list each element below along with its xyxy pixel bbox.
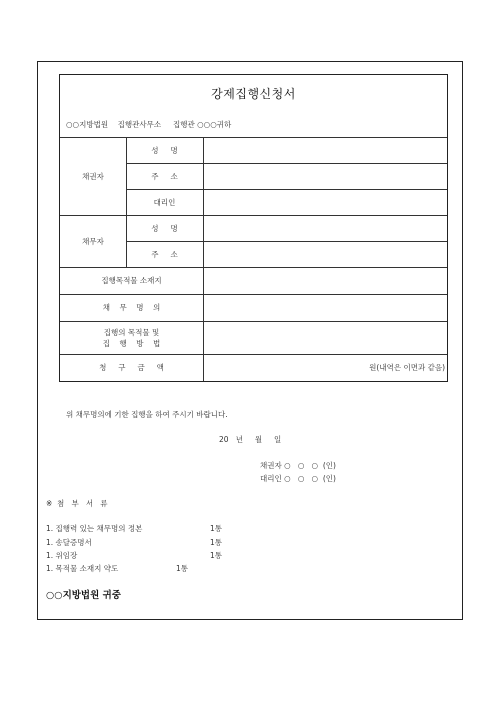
object-method-label: 집행의 목적물 및 집 행 방 법 bbox=[102, 327, 161, 348]
creditor-agent-label: 대리인 bbox=[153, 197, 176, 207]
addressee-line: ○○지방법원 집행관사무소 집행관 ○○○귀하 bbox=[66, 120, 232, 129]
attachment-item: 1. 송달증명서 bbox=[46, 538, 92, 547]
creditor-name-label: 성 명 bbox=[151, 145, 178, 155]
date-line: 20 년 월 일 bbox=[219, 435, 282, 444]
debtor-address-label: 주 소 bbox=[151, 249, 178, 259]
debtor-name-label: 성 명 bbox=[151, 223, 178, 233]
attachment-count: 1통 bbox=[210, 524, 223, 533]
creditor-address-label: 주 소 bbox=[151, 171, 178, 181]
attachments-heading: ※ 첨 부 서 류 bbox=[46, 499, 108, 508]
attachment-item: 1. 집행력 있는 채무명의 정본 bbox=[46, 524, 143, 533]
agent-signature: 대리인 ○ ○ ○ (인) bbox=[260, 474, 336, 483]
title-of-obligation-label: 채 무 명 의 bbox=[102, 303, 161, 312]
attachment-item: 1. 목적물 소재지 약도 bbox=[46, 564, 119, 573]
attachment-count: 1통 bbox=[176, 564, 189, 573]
form-title: 강제집행신청서 bbox=[211, 87, 296, 101]
attachment-count: 1통 bbox=[210, 538, 223, 547]
attachment-count: 1통 bbox=[210, 551, 223, 560]
attachment-item: 1. 위임장 bbox=[46, 551, 78, 560]
claim-amount-value: 원(내역은 이면과 같음) bbox=[369, 363, 445, 372]
location-label: 집행목적물 소재지 bbox=[101, 276, 162, 285]
court-footer: ○○지방법원 귀중 bbox=[46, 590, 121, 601]
column-divider bbox=[203, 137, 204, 381]
creditor-label: 채권자 bbox=[82, 171, 104, 181]
claim-amount-label: 청 구 금 액 bbox=[99, 363, 164, 372]
creditor-signature: 채권자 ○ ○ ○ (인) bbox=[260, 461, 336, 470]
application-form-table bbox=[59, 74, 448, 382]
debtor-label: 채무자 bbox=[82, 236, 104, 246]
request-text: 위 채무명의에 기한 집행을 하여 주시기 바랍니다. bbox=[66, 410, 228, 419]
